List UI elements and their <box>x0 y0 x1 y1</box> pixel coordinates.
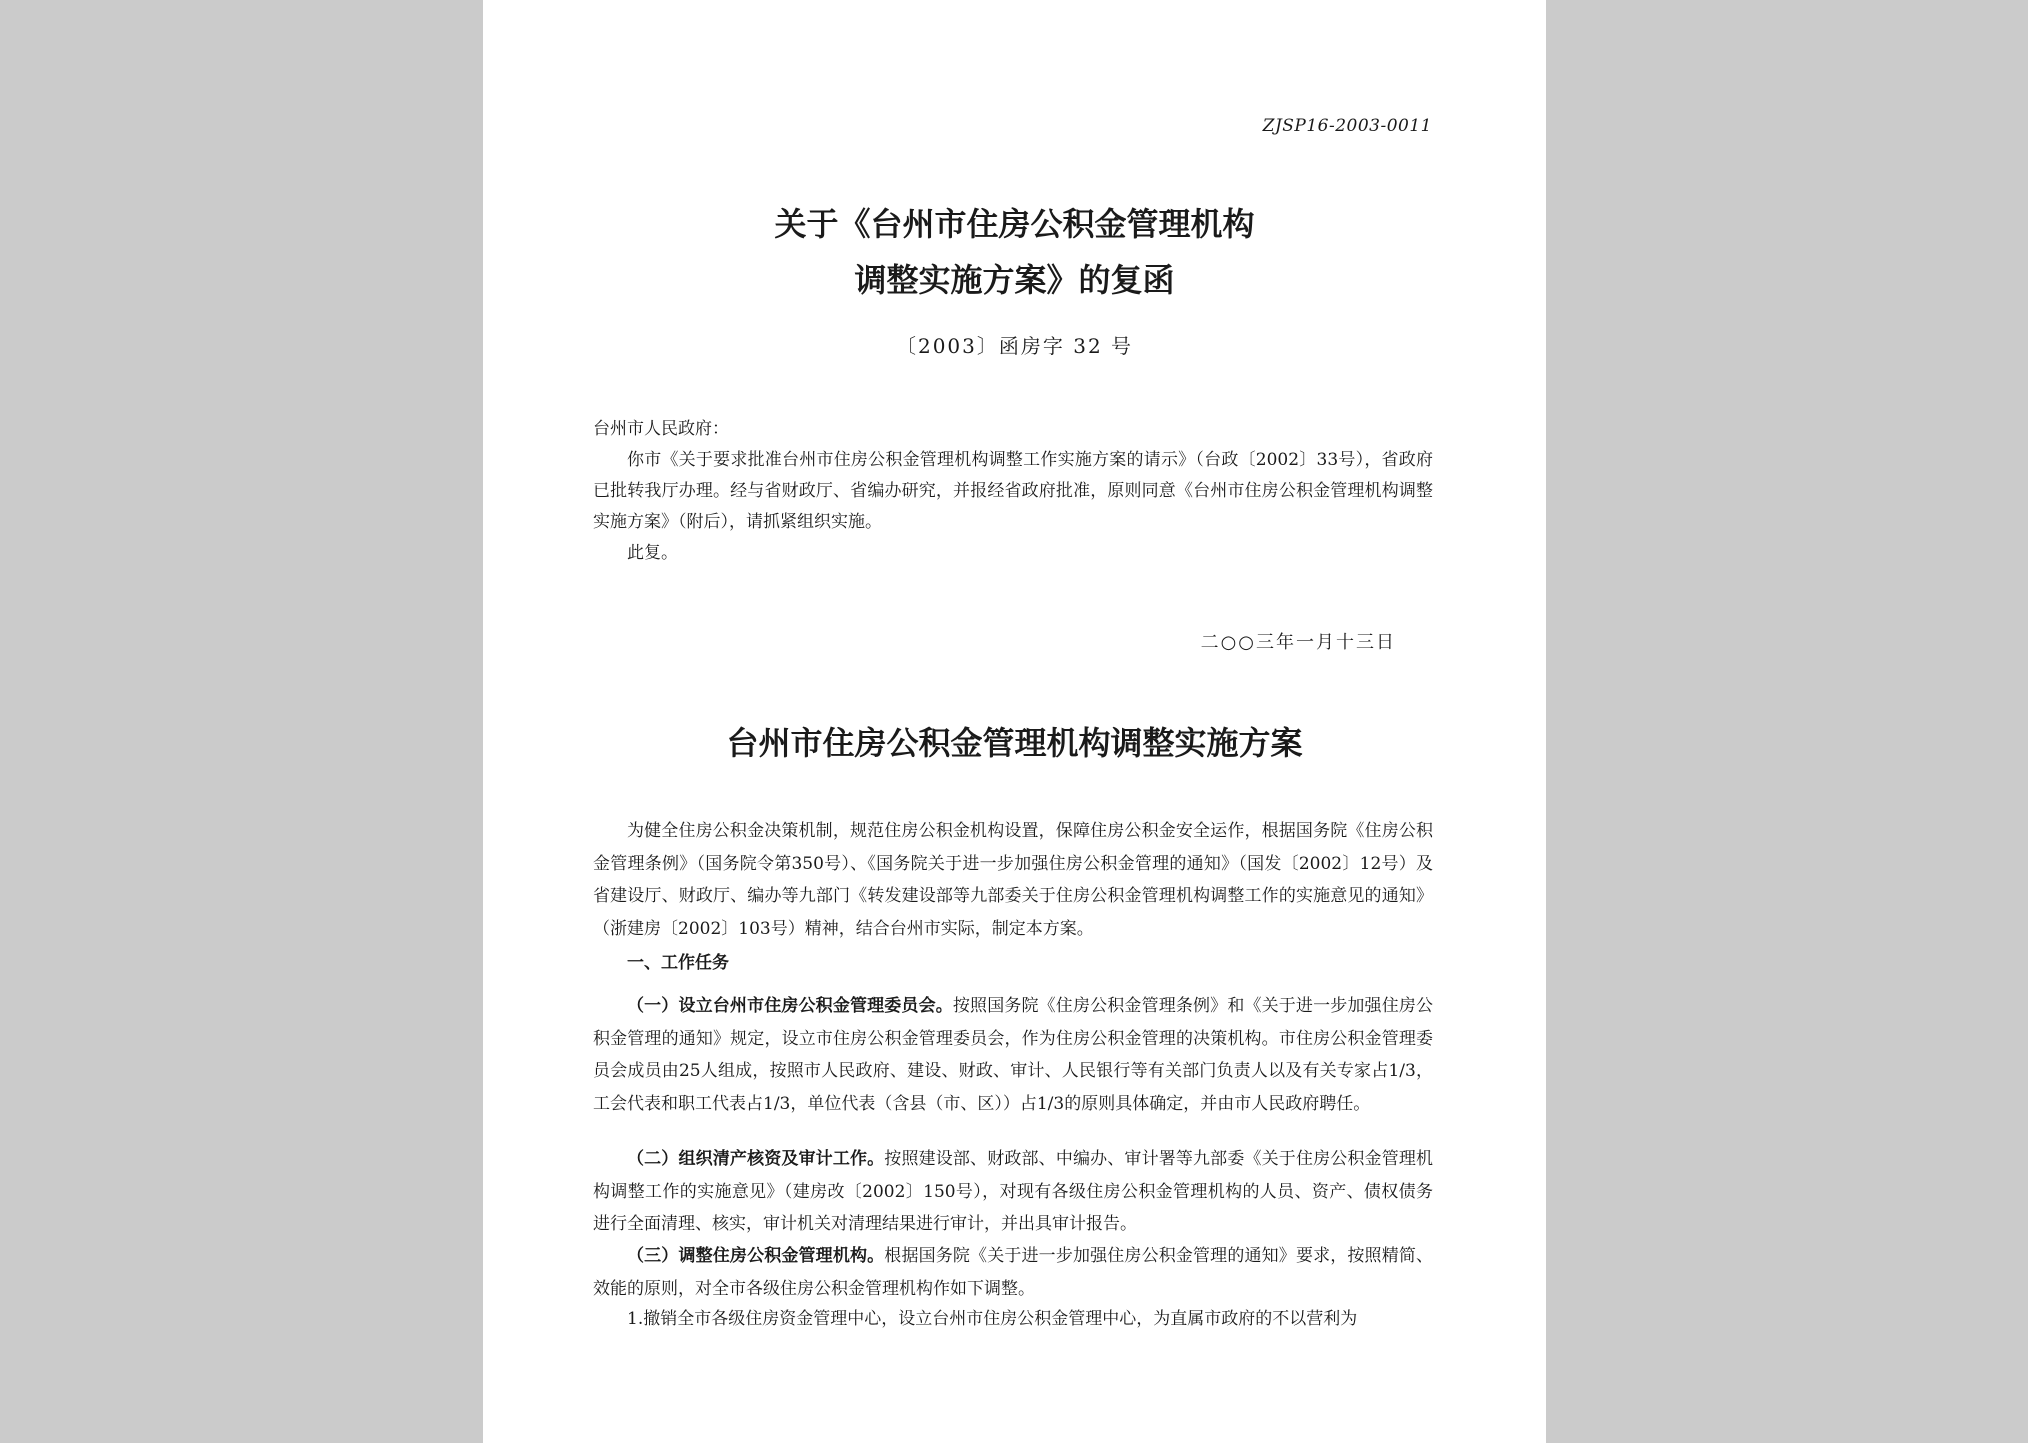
reply-title-line1: 关于《台州市住房公积金管理机构 <box>774 205 1255 243</box>
plan-intro: 为健全住房公积金决策机制，规范住房公积金机构设置，保障住房公积金安全运作，根据国务院《住房公积金管理条例》（国务院令第350号）、《国务院关于进一步加强住房公积金管理的通知》（国发〔2002〕12号）及省建设厅、财政厅、编办等九部门《转发建设部等九部委关于住房公积金管理机构调整工作的实施意见的通知》（浙建房〔2002〕103号）精神，结合台州市实际，制定本方案。 <box>593 821 1433 939</box>
task-item-2-lead: （二）组织清产核资及审计工作。 <box>627 1149 885 1169</box>
addressee: 台州市人民政府： <box>593 419 729 439</box>
issue-date: 二○○三年一月十三日 <box>1200 632 1396 653</box>
task-item-1 <box>593 990 1433 1120</box>
plan-title: 台州市住房公积金管理机构调整实施方案 <box>726 724 1303 762</box>
doc-code: ZJSP16-2003-0011 <box>1262 116 1432 136</box>
task-item-2-text: 按照建设部、财政部、中编办、审计署等九部委《关于住房公积金管理机构调整工作的实施意见》（建房改〔2002〕150号），对现有各级住房公积金管理机构的人员、资产、债权债务进行全面清理、核实，审计机关对清理结果进行审计，并出具审计报告。 <box>593 1149 1434 1234</box>
task-item-3-lead: （三）调整住房公积金管理机构。 <box>627 1246 885 1266</box>
task-item-1-text: 按照国务院《住房公积金管理条例》和《关于进一步加强住房公积金管理的通知》规定，设立市住房公积金管理委员会，作为住房公积金管理的决策机构。市住房公积金管理委员会成员由25人组成，按照市人民政府、建设、财政、审计、人民银行等有关部门负责人以及有关专家占1/3，工会代表和职工代表占1/3，单位代表（含县（市、区））占1/3的原则具体确定，并由市人民政府聘任。 <box>593 996 1433 1114</box>
task-item-1-lead: （一）设立台州市住房公积金管理委员会。 <box>627 996 953 1016</box>
section-heading-tasks: 一、工作任务 <box>627 953 729 973</box>
sub-item-1: 1.撤销全市各级住房资金管理中心，设立台州市住房公积金管理中心，为直属市政府的不以营利为 <box>627 1309 1358 1329</box>
reply-title-line2: 调整实施方案》的复函 <box>854 261 1175 299</box>
closing-remark: 此复。 <box>627 543 678 563</box>
reply-title <box>483 196 1546 308</box>
document-page <box>483 0 1546 1443</box>
doc-number: 〔2003〕函房字 32 号 <box>895 334 1134 358</box>
reply-paragraph: 你市《关于要求批准台州市住房公积金管理机构调整工作实施方案的请示》（台政〔2002〕33号），省政府已批转我厅办理。经与省财政厅、省编办研究，并报经省政府批准，原则同意《台州市住房公积金管理机构调整实施方案》（附后），请抓紧组织实施。 <box>593 450 1433 532</box>
task-item-2 <box>593 1143 1433 1241</box>
task-item-3-text: 根据国务院《关于进一步加强住房公积金管理的通知》要求，按照精简、效能的原则，对全市各级住房公积金管理机构作如下调整。 <box>593 1246 1434 1299</box>
task-item-3 <box>593 1240 1433 1305</box>
